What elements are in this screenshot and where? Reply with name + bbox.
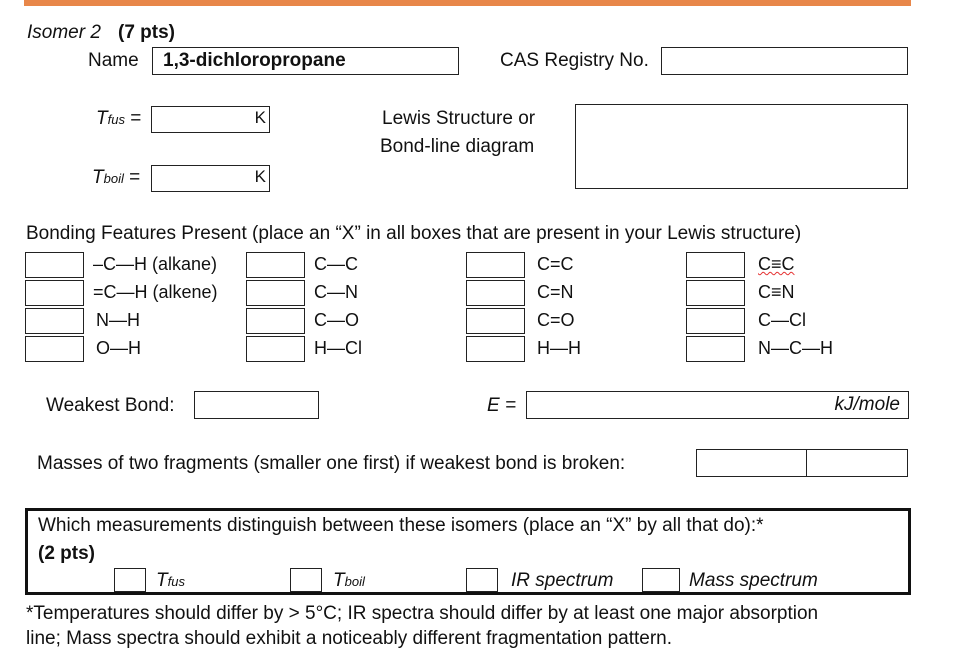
bond-label: H—Cl <box>314 338 362 358</box>
bond-label: H—H <box>537 338 581 358</box>
ir-measure-label: IR spectrum <box>511 570 614 591</box>
name-value: 1,3-dichloropropane <box>163 50 346 71</box>
energy-unit: kJ/mole <box>834 394 900 415</box>
bond-checkbox[interactable] <box>686 252 745 278</box>
weakest-bond-label: Weakest Bond: <box>46 395 175 416</box>
bond-label: =C—H (alkene) <box>93 282 218 302</box>
lewis-label-line1: Lewis Structure or <box>382 108 536 129</box>
mass-measure-label: Mass spectrum <box>689 570 818 591</box>
tboil-label: Tboil = <box>92 167 141 188</box>
bond-checkbox[interactable] <box>246 308 305 334</box>
footnote-line2: line; Mass spectra should exhibit a noticeably different fragmentation pattern. <box>26 628 673 649</box>
tboil-measure-label: Tboil <box>333 570 365 591</box>
bond-checkbox[interactable] <box>466 336 525 362</box>
bond-checkbox[interactable] <box>25 252 84 278</box>
orange-top-bar <box>24 0 911 6</box>
cas-field[interactable] <box>661 47 908 75</box>
bond-label: C=C <box>537 254 574 274</box>
bond-label: –C—H (alkane) <box>93 254 218 274</box>
bond-label: N—H <box>96 310 140 330</box>
isomer-label: Isomer 2 <box>27 22 101 43</box>
tboil-measure-checkbox[interactable] <box>290 568 322 592</box>
bond-checkbox[interactable] <box>466 308 525 334</box>
tfus-measure-label: Tfus <box>156 570 185 591</box>
points-label: (7 pts) <box>118 22 175 43</box>
measurements-points: (2 pts) <box>38 543 95 564</box>
bond-checkbox[interactable] <box>686 308 745 334</box>
bond-label: O—H <box>96 338 141 358</box>
tfus-measure-checkbox[interactable] <box>114 568 146 592</box>
tboil-unit: K <box>254 167 266 186</box>
bond-label: N—C—H <box>758 338 833 358</box>
bond-checkbox[interactable] <box>686 336 745 362</box>
tfus-field[interactable] <box>151 106 270 133</box>
fragments-label: Masses of two fragments (smaller one first) if weakest bond is broken: <box>37 453 626 474</box>
weakest-bond-field[interactable] <box>194 391 319 419</box>
bond-label: C—O <box>314 310 359 330</box>
bond-checkbox[interactable] <box>246 280 305 306</box>
bond-checkbox[interactable] <box>466 252 525 278</box>
bond-label: C≡C <box>758 254 795 274</box>
cas-label: CAS Registry No. <box>500 50 649 71</box>
bond-label: C—N <box>314 282 358 302</box>
measurements-question: Which measurements distinguish between these isomers (place an “X” by all that do):* <box>38 515 764 536</box>
tboil-field[interactable] <box>151 165 270 192</box>
bond-label: C—C <box>314 254 358 274</box>
bond-checkbox[interactable] <box>25 308 84 334</box>
fragment-mass-2-field[interactable] <box>806 449 908 477</box>
bonding-heading: Bonding Features Present (place an “X” in all boxes that are present in your Lewis structure) <box>26 223 802 244</box>
lewis-label-line2: Bond-line diagram <box>380 136 535 157</box>
name-label: Name <box>88 50 139 71</box>
bond-checkbox[interactable] <box>246 336 305 362</box>
mass-measure-checkbox[interactable] <box>642 568 680 592</box>
fragment-mass-1-field[interactable] <box>696 449 807 477</box>
bond-label: C—Cl <box>758 310 806 330</box>
bond-label: C=N <box>537 282 574 302</box>
energy-field[interactable] <box>526 391 909 419</box>
footnote-line1: *Temperatures should differ by > 5°C; IR spectra should differ by at least one major absorption <box>26 603 819 624</box>
tfus-unit: K <box>254 108 266 127</box>
bond-checkbox[interactable] <box>246 252 305 278</box>
bond-label: C≡N <box>758 282 795 302</box>
bond-checkbox[interactable] <box>686 280 745 306</box>
name-field[interactable] <box>152 47 459 75</box>
energy-label: E = <box>487 395 517 416</box>
ir-measure-checkbox[interactable] <box>466 568 498 592</box>
bond-checkbox[interactable] <box>466 280 525 306</box>
lewis-structure-box[interactable] <box>575 104 908 189</box>
tfus-label: Tfus = <box>96 108 142 129</box>
bond-checkbox[interactable] <box>25 280 84 306</box>
bond-label: C=O <box>537 310 575 330</box>
bond-checkbox[interactable] <box>25 336 84 362</box>
